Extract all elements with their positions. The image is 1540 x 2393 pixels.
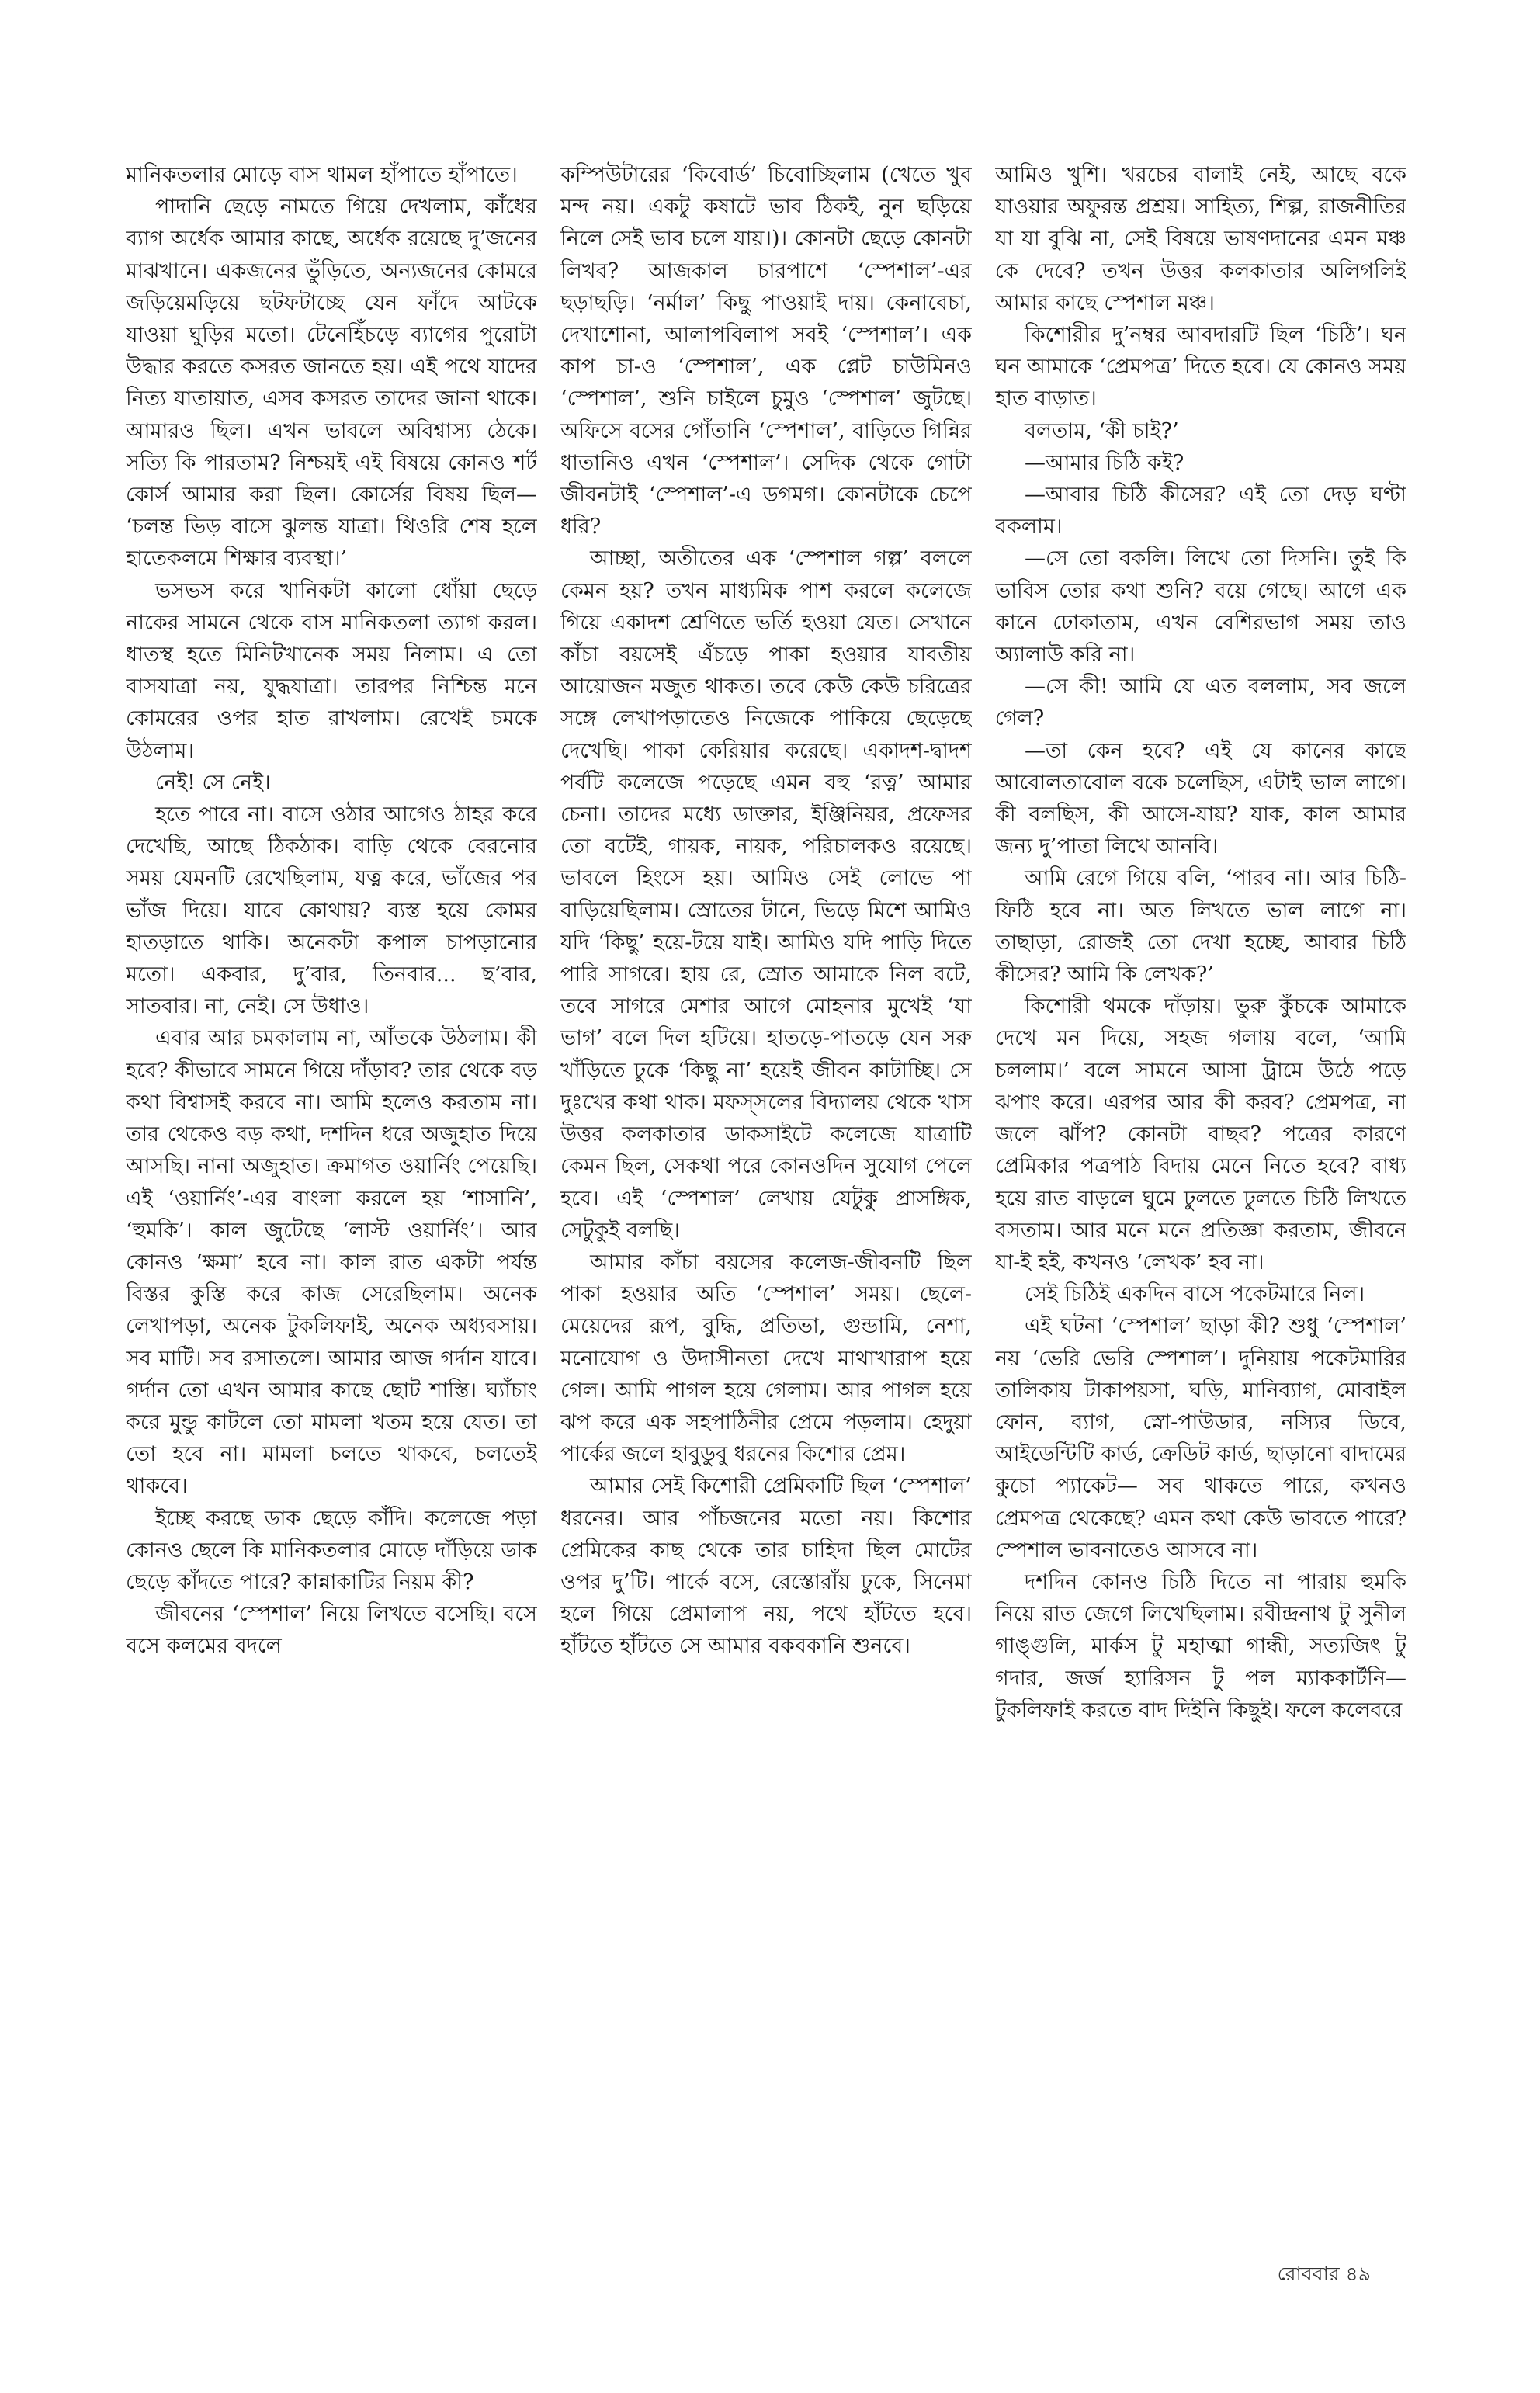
paragraph: বলতাম, ‘কী চাই?’ — [1025, 418, 1179, 443]
paragraph: ভসভস করে খানিকটা কালো ধোঁয়া ছেড়ে নাকের সামনে থেকে বাস মানিকতলা ত্যাগ করল। ধাতস্থ হতে মিনিটখানেক সময় নিলাম। এ তো বাসযাত্রা নয়, যুদ্ধযাত্রা। তারপর নিশ্চিন্ত মনে কোমরের ওপর হাত রাখলাম। রেখেই চমকে উঠলাম। — [126, 578, 537, 763]
paragraph: আমিও খুশি। খরচের বালাই নেই, আছে বকে যাওয়ার অফুরন্ত প্রশ্রয়। সাহিত্য, শিল্প, রাজনীতির যা যা বুঝি না, সেই বিষয়ে ভাষণদানের এমন মঞ্চ কে দেবে? তখন উত্তর কলকাতার অলিগলিই আমার কাছে স্পেশাল মঞ্চ। — [995, 163, 1406, 315]
paragraph: আচ্ছা, অতীতের এক ‘স্পেশাল গল্প’ বললে কেমন হয়? তখন মাধ্যমিক পাশ করলে কলেজে গিয়ে একাদশ শ্রেণিতে ভর্তি হওয়া যেত। সেখানে কাঁচা বয়সেই এঁচড়ে পাকা হওয়ার যাবতীয় আয়োজন মজুত থাকত। তবে কেউ কেউ চরিত্রের সঙ্গে লেখাপড়াতেও নিজেকে পাকিয়ে ছেড়েছে দেখেছি। পাকা কেরিয়ার করেছে। একাদশ-দ্বাদশ পর্বটি কলেজে পড়েছে এমন বহু ‘রত্ন’ আমার চেনা। তাদের মধ্যে ডাক্তার, ইঞ্জিনিয়র, প্রফেসর তো বটেই, গায়ক, নায়ক, পরিচালকও রয়েছে। ভাবলে হিংসে হয়। আমিও সেই লোভে পা বাড়িয়েছিলাম। স্রোতের টানে, ভিড়ে মিশে আমিও যদি ‘কিছু’ হয়ে-টয়ে যাই। আমিও যদি পাড়ি দিতে পারি সাগরে। হায় রে, স্রোত আমাকে নিল বটে, তবে সাগরে মেশার আগে মোহনার মুখেই ‘যা ভাগ’ বলে দিল হটিয়ে। হাতড়ে-পাতড়ে যেন সরু খাঁড়িতে ঢুকে ‘কিছু না’ হয়েই জীবন কাটাচ্ছি। সে দুঃখের কথা থাক। মফস্সলের বিদ্যালয় থেকে খাস উত্তর কলকাতার ডাকসাইটে কলেজে যাত্রাটি কেমন ছিল, সেকথা পরে কোনওদিন সুযোগ পেলে হবে। এই ‘স্পেশাল’ লেখায় যেটুকু প্রাসঙ্গিক, সেটুকুই বলছি। — [560, 546, 972, 1243]
paragraph: এবার আর চমকালাম না, আঁতকে উঠলাম। কী হবে? কীভাবে সামনে গিয়ে দাঁড়াব? তার থেকে বড় কথা বিশ্বাসই করবে না। আমি হলেও করতাম না। তার থেকেও বড় কথা, দশদিন ধরে অজুহাত দিয়ে আসছি। নানা অজুহাত। ক্রমাগত ওয়ার্নিং পেয়েছি। এই ‘ওয়ার্নিং’-এর বাংলা করলে হয় ‘শাসানি’, ‘হুমকি’। কাল জুটেছে ‘লাস্ট ওয়ার্নিং’। আর কোনও ‘ক্ষমা’ হবে না। কাল রাত একটা পর্যন্ত বিস্তর কুস্তি করে কাজ সেরেছিলাম। অনেক লেখাপড়া, অনেক টুকলিফাই, অনেক অধ্যবসায়। সব মাটি। সব রসাতলে। আমার আজ গর্দান যাবে। গর্দান তো এখন আমার কাছে ছোট শাস্তি। ঘ্যাঁচাং করে মুন্ডু কাটলে তো মামলা খতম হয়ে যেত। তা তো হবে না। মামলা চলতে থাকবে, চলতেই থাকবে। — [126, 1026, 537, 1499]
paragraph: কম্পিউটারের ‘কিবোর্ড’ চিবোচ্ছিলাম (খেতে খুব মন্দ নয়। একটু কষাটে ভাব ঠিকই, নুন ছড়িয়ে নিলে সেই ভাব চলে যায়।)। কোনটা ছেড়ে কোনটা লিখব? আজকাল চারপাশে ‘স্পেশাল’-এর ছড়াছড়ি। ‘নর্মাল’ কিছু পাওয়াই দায়। কেনাবেচা, দেখাশোনা, আলাপবিলাপ সবই ‘স্পেশাল’। এক কাপ চা-ও ‘স্পেশাল’, এক প্লেট চাউমিনও ‘স্পেশাল’, শুনি চাইলে চুমুও ‘স্পেশাল’ জুটছে। অফিসে বসের গোঁতানি ‘স্পেশাল’, বাড়িতে গিন্নির ধাতানিও এখন ‘স্পেশাল’। সেদিক থেকে গোটা জীবনটাই ‘স্পেশাল’-এ ডগমগ। কোনটাকে চেপে ধরি? — [560, 163, 972, 539]
dialogue-line: —সে কী! আমি যে এত বললাম, সব জলে গেল? — [995, 675, 1406, 731]
dialogue-line: —আবার চিঠি কীসের? এই তো দেড় ঘণ্টা বকলাম। — [995, 483, 1406, 539]
paragraph: দশদিন কোনও চিঠি দিতে না পারায় হুমকি নিয়ে রাত জেগে লিখেছিলাম। রবীন্দ্রনাথ টু সুনীল গাঙ্গুলি, মার্কস টু মহাত্মা গান্ধী, সত্যজিৎ টু গদার, জর্জ হ্যারিসন টু পল ম্যাককার্টনি— টুকলিফাই করতে বাদ দিইনি কিছুই। ফলে কলেবরে — [995, 1569, 1406, 1722]
text-column-3 — [995, 159, 1406, 2146]
paragraph: কিশোরী থমকে দাঁড়ায়। ভুরু কুঁচকে আমাকে দেখে মন দিয়ে, সহজ গলায় বলে, ‘আমি চললাম।’ বলে সামনে আসা ট্রামে উঠে পড়ে ঝপাং করে। এরপর আর কী করব? প্রেমপত্র, না জলে ঝাঁপ? কোনটা বাছব? পত্রের কারণে প্রেমিকার পত্রপাঠ বিদায় মেনে নিতে হবে? বাধ্য হয়ে রাত বাড়লে ঘুমে ঢুলতে ঢুলতে চিঠি লিখতে বসতাম। আর মনে মনে প্রতিজ্ঞা করতাম, জীবনে যা-ই হই, কখনও ‘লেখক’ হব না। — [995, 994, 1406, 1275]
paragraph: সেই চিঠিই একদিন বাসে পকেটমারে নিল। — [1025, 1282, 1365, 1307]
paragraph: হতে পারে না। বাসে ওঠার আগেও ঠাহর করে দেখেছি, আছে ঠিকঠাক। বাড়ি থেকে বেরনোর সময় যেমনটি রেখেছিলাম, যত্ন করে, ভাঁজের পর ভাঁজ দিয়ে। যাবে কোথায়? ব্যস্ত হয়ে কোমর হাতড়াতে থাকি। অনেকটা কপাল চাপড়ানোর মতো। একবার, দু’বার, তিনবার... ছ’বার, সাতবার। না, নেই। সে উধাও। — [126, 803, 537, 1019]
page-footer: রোববার ৪৯ — [1277, 2263, 1371, 2285]
paragraph: জীবনের ‘স্পেশাল’ নিয়ে লিখতে বসেছি। বসে বসে কলমের বদলে — [126, 1602, 537, 1659]
paragraph: আমার সেই কিশোরী প্রেমিকাটি ছিল ‘স্পেশাল’ ধরনের। আর পাঁচজনের মতো নয়। কিশোর প্রেমিকের কাছ থেকে তার চাহিদা ছিল মোটের ওপর দু’টি। পার্কে বসে, রেস্তোরাঁয় ঢুকে, সিনেমা হলে গিয়ে প্রেমালাপ নয়, পথে হাঁটতে হবে। হাঁটতে হাঁটতে সে আমার বকবকানি শুনবে। — [560, 1474, 972, 1659]
text-column-2 — [560, 159, 972, 2146]
paragraph: এই ঘটনা ‘স্পেশাল’ ছাড়া কী? শুধু ‘স্পেশাল’ নয় ‘ভেরি ভেরি স্পেশাল’। দুনিয়ায় পকেটমারির তালিকায় টাকাপয়সা, ঘড়ি, মানিব্যাগ, মোবাইল ফোন, ব্যাগ, স্নো-পাউডার, নস্যির ডিবে, আইডেন্টিটি কার্ড, ক্রেডিট কার্ড, ছাড়ানো বাদামের কুচো প্যাকেট— সব থাকতে পারে, কখনও প্রেমপত্র থেকেছে? এমন কথা কেউ ভাবতে পারে? স্পেশাল ভাবনাতেও আসবে না। — [995, 1314, 1406, 1562]
dialogue-line: —সে তো বকলি। লিখে তো দিসনি। তুই কি ভাবিস তোর কথা শুনি? বয়ে গেছে। আগে এক কানে ঢোকাতাম, এখন বেশিরভাগ সময় তাও অ্যালাউ করি না। — [995, 546, 1406, 668]
paragraph: মানিকতলার মোড়ে বাস থামল হাঁপাতে হাঁপাতে। — [126, 163, 518, 187]
paragraph: কিশোরীর দু’নম্বর আবদারটি ছিল ‘চিঠি’। ঘন ঘন আমাকে ‘প্রেমপত্র’ দিতে হবে। যে কোনও সময় হাত বাড়াত। — [995, 323, 1406, 411]
paragraph: পাদানি ছেড়ে নামতে গিয়ে দেখলাম, কাঁধের ব্যাগ অর্ধেক আমার কাছে, অর্ধেক রয়েছে দু’জনের মাঝখানে। একজনের ভুঁড়িতে, অন্যজনের কোমরে জড়িয়েমড়িয়ে ছটফটাচ্ছে যেন ফাঁদে আটকে যাওয়া ঘুড়ির মতো। টেনেহিঁচড়ে ব্যাগের পুরোটা উদ্ধার করতে কসরত জানতে হয়। এই পথে যাদের নিত্য যাতায়াত, এসব কসরত তাদের জানা থাকে। আমারও ছিল। এখন ভাবলে অবিশ্বাস্য ঠেকে। সত্যি কি পারতাম? নিশ্চয়ই এই বিষয়ে কোনও শর্ট কোর্স আমার করা ছিল। কোর্সের বিষয় ছিল— ‘চলন্ত ভিড় বাসে ঝুলন্ত যাত্রা। থিওরি শেষ হলে হাতেকলমে শিক্ষার ব্যবস্থা।’ — [126, 195, 537, 571]
dialogue-line: —আমার চিঠি কই? — [1025, 450, 1184, 475]
paragraph: নেই! সে নেই। — [155, 770, 271, 795]
paragraph: আমার কাঁচা বয়সের কলেজ-জীবনটি ছিল পাকা হওয়ার অতি ‘স্পেশাল’ সময়। ছেলে-মেয়েদের রূপ, বুদ্ধি, প্রতিভা, গুন্ডামি, নেশা, মনোযোগ ও উদাসীনতা দেখে মাথাখারাপ হয়ে গেল। আমি পাগল হয়ে গেলাম। আর পাগল হয়ে ঝপ করে এক সহপাঠিনীর প্রেমে পড়লাম। হেদুয়া পার্কের জলে হাবুডুবু ধরনের কিশোর প্রেম। — [560, 1250, 972, 1467]
dialogue-line: —তা কেন হবে? এই যে কানের কাছে আবোলতাবোল বকে চলেছিস, এটাই ভাল লাগে। কী বলছিস, কী আসে-যায়? যাক, কাল আমার জন্য দু’পাতা লিখে আনবি। — [995, 738, 1406, 859]
text-column-1 — [126, 159, 537, 2146]
paragraph: আমি রেগে গিয়ে বলি, ‘পারব না। আর চিঠি-ফিঠি হবে না। অত লিখতে ভাল লাগে না। তাছাড়া, রোজই তো দেখা হচ্ছে, আবার চিঠি কীসের? আমি কি লেখক?’ — [995, 866, 1406, 987]
paragraph: ইচ্ছে করছে ডাক ছেড়ে কাঁদি। কলেজে পড়া কোনও ছেলে কি মানিকতলার মোড়ে দাঁড়িয়ে ডাক ছেড়ে কাঁদতে পারে? কান্নাকাটির নিয়ম কী? — [126, 1506, 537, 1594]
